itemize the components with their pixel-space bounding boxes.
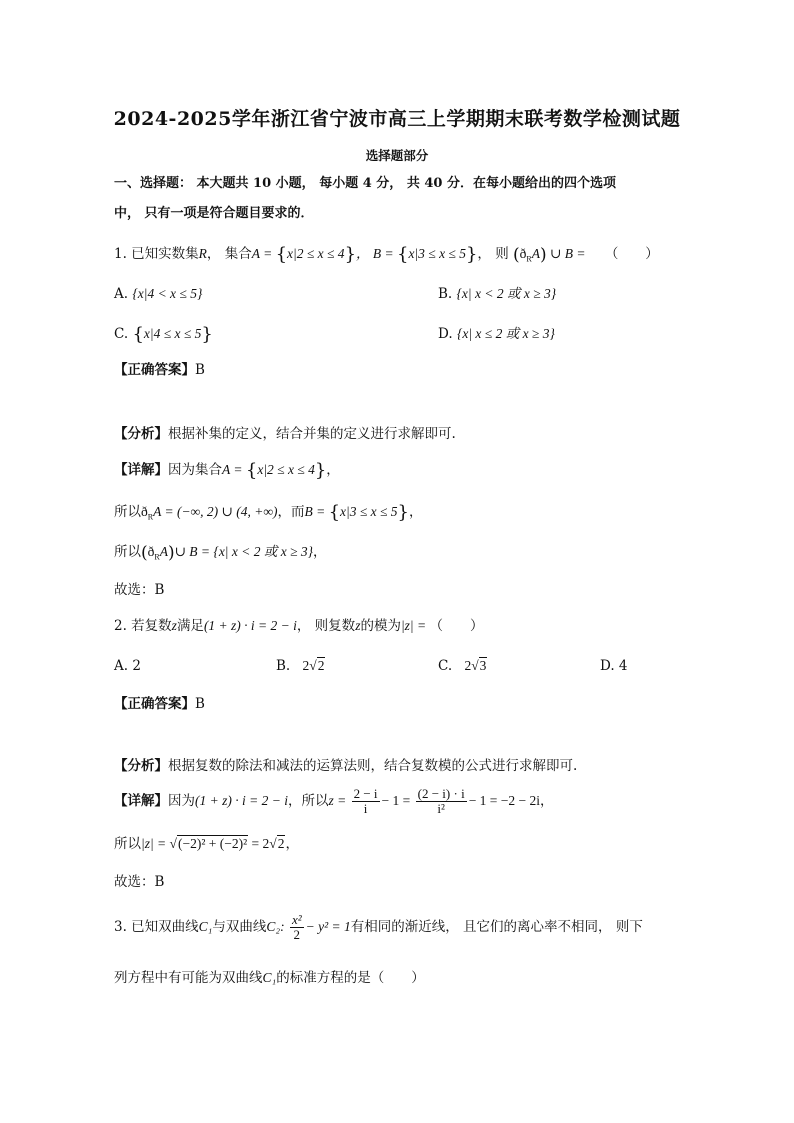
- q1-complement: ð: [519, 246, 527, 261]
- question-1-stem: [114, 244, 659, 270]
- q2-detail-2: [114, 834, 299, 854]
- fraction-3: [290, 913, 304, 942]
- q2-analysis-tag: 【分析】: [114, 758, 168, 774]
- q2-option-c-radicand: 3: [479, 658, 487, 673]
- q1-option-d-label: D.: [438, 326, 453, 342]
- q1-answer: [114, 360, 205, 380]
- q2-z: z: [355, 618, 361, 633]
- q2-option-a: A. 2: [114, 658, 141, 674]
- q2-mid1: 满足: [176, 618, 204, 634]
- q1-detail-1-text: 因为集合: [168, 462, 222, 478]
- q1-set-r: R: [198, 246, 207, 261]
- q1-detail-2: [114, 502, 423, 528]
- q1-detail-2-bbody: x|3 ≤ x ≤ 5: [340, 504, 398, 519]
- q2-detail-2-expr: |z| =: [141, 836, 170, 851]
- question-3-line-2: [114, 968, 425, 988]
- q1-option-c-text: x|4 ≤ x ≤ 5: [143, 326, 202, 341]
- q1-detail-3-lead: 所以: [114, 544, 141, 560]
- brace-open: {: [132, 324, 144, 345]
- q1-complement: ð: [141, 504, 148, 519]
- q2-minus-1: − 1 =: [381, 793, 414, 808]
- section-subtitle: 选择题部分: [365, 148, 429, 163]
- q2-lead: 2. 若复数: [114, 618, 172, 634]
- q1-option-a-label: A.: [114, 286, 129, 302]
- fraction-1: [352, 787, 380, 816]
- brace-close: }: [465, 244, 478, 265]
- sqrt-symbol: √2: [269, 836, 285, 851]
- q1-lead: 1. 已知实数集: [114, 246, 199, 262]
- question-2-stem: [114, 616, 484, 636]
- q1-analysis: [114, 424, 456, 444]
- sqrt-symbol: √(−2)² + (−2)²: [169, 836, 248, 851]
- q2-z: z: [171, 618, 177, 633]
- q3-c2: C₂:: [266, 919, 288, 934]
- q1-detail-2-tail: ，: [409, 504, 423, 520]
- q2-expr: (1 + z) · i = 2 − i: [203, 618, 297, 633]
- q2-abs: |z| =: [400, 618, 430, 633]
- q1-set-a: A =: [251, 246, 276, 261]
- section-intro-line-1: 一、选择题： 本大题共 10 小题， 每小题 4 分， 共 40 分．在每小题给出的四个选项: [114, 176, 616, 191]
- q3-line2-tail: 的标准方程的是（ ）: [276, 970, 425, 986]
- q2-option-d: D. 4: [600, 658, 628, 674]
- q2-detail-1: [114, 786, 554, 816]
- q2-detail-tag: 【详解】: [114, 793, 168, 809]
- q1-set-b: ， B =: [356, 246, 397, 261]
- q1-answer-value: B: [195, 362, 205, 378]
- q1-detail-2-lead: 所以: [114, 504, 141, 520]
- q1-answer-tag: 【正确答案】: [114, 362, 195, 378]
- q1-detail-2-b: B =: [304, 504, 329, 519]
- q2-detail-2-eq: = 2: [248, 836, 270, 851]
- q1-complement-a: A: [531, 246, 540, 261]
- brace-close: }: [397, 502, 409, 523]
- q1-option-b: [438, 284, 556, 304]
- q2-detail-1-tail: − 1 = −2 − 2i: [468, 793, 541, 808]
- fraction-2-numerator: (2 − i) · i: [417, 786, 465, 801]
- q2-detail-2-lead: 所以: [114, 836, 141, 852]
- q1-option-c: [114, 324, 213, 345]
- paren-open: (: [513, 245, 520, 265]
- q1-option-d-text: {x| x ≤ 2 或 x ≥ 3}: [456, 326, 555, 341]
- q1-option-b-label: B.: [438, 286, 453, 302]
- q2-mid2: ， 则复数: [296, 618, 356, 634]
- brace-open: {: [245, 460, 258, 481]
- q1-detail-3-tail: ，: [313, 544, 327, 560]
- q2-option-c: [438, 656, 487, 676]
- brace-close: }: [201, 324, 213, 345]
- q1-complement-sub: R: [526, 254, 532, 264]
- q1-detail-2-expr: A = (−∞, 2) ∪ (4, +∞): [153, 504, 278, 519]
- page-title: 2024-2025学年浙江省宁波市高三上学期期末联考数学检测试题: [113, 108, 681, 130]
- q2-option-b-coef: 2: [302, 658, 310, 673]
- brace-close: }: [314, 460, 327, 481]
- q2-analysis: [114, 756, 577, 776]
- fraction-1-numerator: 2 − i: [353, 786, 378, 801]
- brace-open: {: [275, 244, 288, 265]
- q3-mid1: 与双曲线: [212, 919, 267, 935]
- q2-detail-2-radicand: (−2)² + (−2)²: [177, 836, 248, 851]
- q2-option-b: [276, 656, 325, 676]
- brace-close: }: [344, 244, 357, 265]
- q2-detail-1-mid: ，所以: [287, 793, 329, 809]
- q1-detail-3-expr: ∪ B = {x| x < 2 或 x ≥ 3}: [174, 544, 314, 559]
- q2-detail-1-expr: (1 + z) · i = 2 − i: [195, 793, 288, 808]
- q2-detail-2-radicand-2: 2: [277, 836, 285, 851]
- q1-set-a-body: x|2 ≤ x ≤ 4: [287, 246, 345, 261]
- q3-c1: C₁: [198, 919, 213, 934]
- q3-line2: 列方程中有可能为双曲线: [114, 970, 263, 986]
- q3-mid2: 有相同的渐近线， 且它们的离心率不相同， 则下: [350, 919, 643, 935]
- q1-option-a-text: {x|4 < x ≤ 5}: [132, 286, 203, 301]
- q2-option-c-coef: 2: [464, 658, 472, 673]
- q1-complement-sub: R: [154, 552, 160, 562]
- q1-complement-a: A: [159, 544, 168, 559]
- q2-analysis-text: 根据复数的除法和减法的运算法则，结合复数模的公式进行求解即可.: [168, 758, 578, 774]
- q1-tail: ， 则: [477, 246, 509, 262]
- paren-open: (: [141, 543, 148, 563]
- q1-choose: 故选：B: [114, 582, 165, 598]
- q3-rest: − y² = 1: [305, 919, 351, 934]
- q1-analysis-tag: 【分析】: [114, 426, 168, 442]
- fraction-3-denominator: 2: [293, 927, 301, 942]
- brace-open: {: [328, 502, 341, 523]
- q1-mid: ， 集合: [206, 246, 252, 262]
- q2-detail-1-z: z =: [328, 793, 350, 808]
- q1-option-a: [114, 284, 202, 304]
- q2-answer-tag: 【正确答案】: [114, 696, 195, 712]
- q1-union: ∪ B =: [546, 246, 589, 261]
- paren-close: ): [540, 245, 547, 265]
- q3-line2-c1: C₁: [262, 970, 277, 985]
- brace-open: {: [397, 244, 409, 265]
- q1-complement-sub: R: [147, 512, 154, 522]
- q3-lead: 3. 已知双曲线: [114, 919, 199, 935]
- q2-option-b-radicand: 2: [317, 658, 325, 673]
- q1-option-c-label: C.: [114, 326, 129, 342]
- q2-choose: 故选：B: [114, 874, 165, 890]
- q1-detail-1-tail: ，: [326, 462, 340, 478]
- q2-detail-2-tail: ，: [285, 836, 299, 852]
- q1-detail-1-body: x|2 ≤ x ≤ 4: [257, 462, 315, 477]
- paren-close: ): [167, 543, 175, 563]
- q2-detail-1-text: 因为: [168, 793, 195, 809]
- fraction-1-denominator: i: [363, 801, 368, 816]
- question-3-stem: [114, 910, 643, 944]
- q1-complement: ð: [147, 544, 155, 559]
- sqrt-symbol: √2: [309, 658, 325, 673]
- q1-detail-2-mid: ，而: [277, 504, 305, 520]
- q2-detail-1-end: ，: [540, 793, 554, 809]
- section-intro-line-2: 中， 只有一项是符合题目要求的．: [114, 206, 314, 221]
- q1-blank: （ ）: [604, 246, 659, 262]
- q1-option-b-text: {x| x < 2 或 x ≥ 3}: [456, 286, 557, 301]
- q2-mid3: 的模为: [360, 618, 401, 634]
- q2-blank: （ ）: [429, 618, 484, 634]
- q1-detail-1-expr: A =: [222, 462, 246, 477]
- fraction-3-numerator: x²: [291, 912, 302, 927]
- q2-option-c-label: C.: [438, 658, 453, 674]
- q1-detail-1: [114, 460, 340, 481]
- q1-set-b-body: x|3 ≤ x ≤ 5: [408, 246, 466, 261]
- q2-answer-value: B: [195, 696, 205, 712]
- q2-answer: [114, 694, 205, 714]
- q1-detail-3: [114, 542, 327, 568]
- fraction-2-denominator: i²: [437, 801, 445, 816]
- q1-option-d: [438, 324, 555, 344]
- q1-analysis-text: 根据补集的定义，结合并集的定义进行求解即可.: [168, 426, 456, 442]
- q1-detail-tag: 【详解】: [114, 462, 168, 478]
- q2-option-b-label: B.: [276, 658, 291, 674]
- sqrt-symbol: √3: [471, 658, 487, 673]
- fraction-2: [416, 787, 467, 816]
